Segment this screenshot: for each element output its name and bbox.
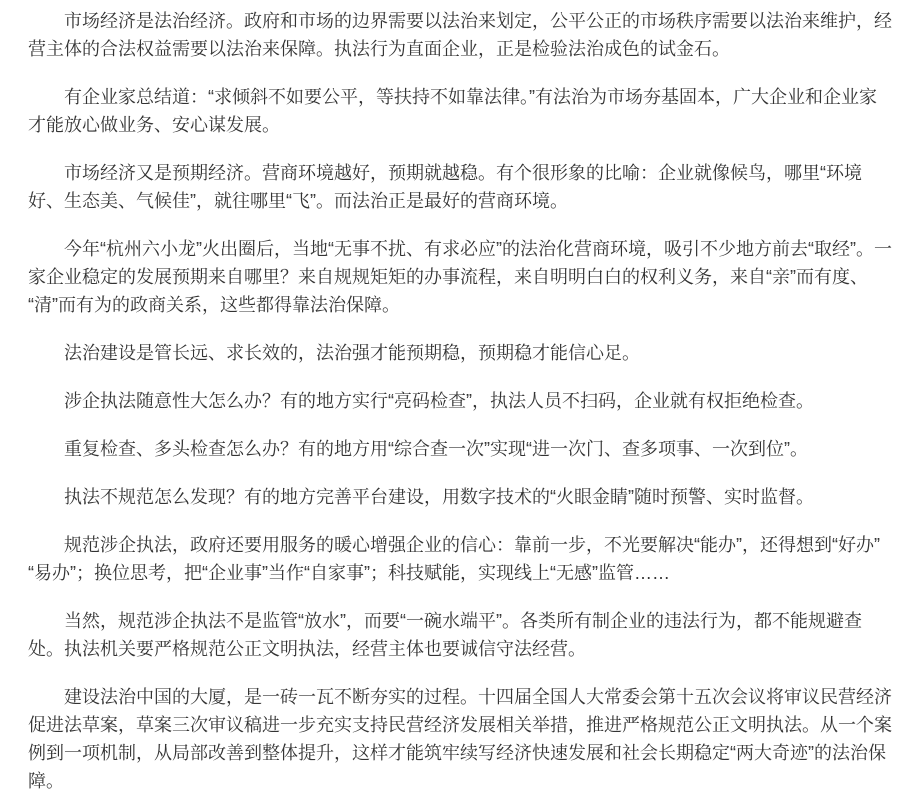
paragraph-8: 执法不规范怎么发现？有的地方完善平台建设，用数字技术的“火眼金睛”随时预警、实时监督。	[64, 487, 814, 507]
paragraph-3: 市场经济又是预期经济。营商环境越好，预期就越稳。有个很形象的比喻：企业就像候鸟，哪里“环境好、生态美、气候佳”，就往哪里“飞”。而法治正是最好的营商环境。	[28, 163, 862, 211]
paragraph-1: 市场经济是法治经济。政府和市场的边界需要以法治来划定，公平公正的市场秩序需要以法治来维护，经营主体的合法权益需要以法治来保障。执法行为直面企业，正是检验法治成色的试金石。	[28, 11, 892, 59]
paragraph-2: 有企业家总结道：“求倾斜不如要公平，等扶持不如靠法律。”有法治为市场夯基固本，广大企业和企业家才能放心做业务、安心谋发展。	[28, 87, 877, 135]
paragraph-10: 当然，规范涉企执法不是监管“放水”，而要“一碗水端平”。各类所有制企业的违法行为，都不能规避查处。执法机关要严格规范公正文明执法，经营主体也要诚信守法经营。	[28, 611, 862, 659]
paragraph-4: 今年“杭州六小龙”火出圈后，当地“无事不扰、有求必应”的法治化营商环境，吸引不少地方前去“取经”。一家企业稳定的发展预期来自哪里？来自规规矩矩的办事流程，来自明明白白的权利义务，来自“亲”而有度、“清”而有为的政商关系，这些都得靠法治保障。	[28, 239, 892, 315]
paragraph-6: 涉企执法随意性大怎么办？有的地方实行“亮码检查”，执法人员不扫码，企业就有权拒绝检查。	[64, 391, 814, 411]
paragraph-11: 建设法治中国的大厦，是一砖一瓦不断夯实的过程。十四届全国人大常委会第十五次会议将审议民营经济促进法草案，草案三次审议稿进一步充实支持民营经济发展相关举措，推进严格规范公正文明执法。从一个案例到一项机制，从局部改善到整体提升，这样才能筑牢续写经济快速发展和社会长期稳定“两大奇迹”的法治保障。	[28, 687, 892, 791]
paragraph-9: 规范涉企执法，政府还要用服务的暖心增强企业的信心：靠前一步，不光要解决“能办”，还得想到“好办”“易办”；换位思考，把“企业事”当作“自家事”；科技赋能，实现线上“无感”监管……	[28, 535, 880, 583]
paragraph-7: 重复检查、多头检查怎么办？有的地方用“综合查一次”实现“进一次门、查多项事、一次到位”。	[64, 439, 808, 459]
paragraph-5: 法治建设是管长远、求长效的，法治强才能预期稳，预期稳才能信心足。	[64, 343, 640, 363]
